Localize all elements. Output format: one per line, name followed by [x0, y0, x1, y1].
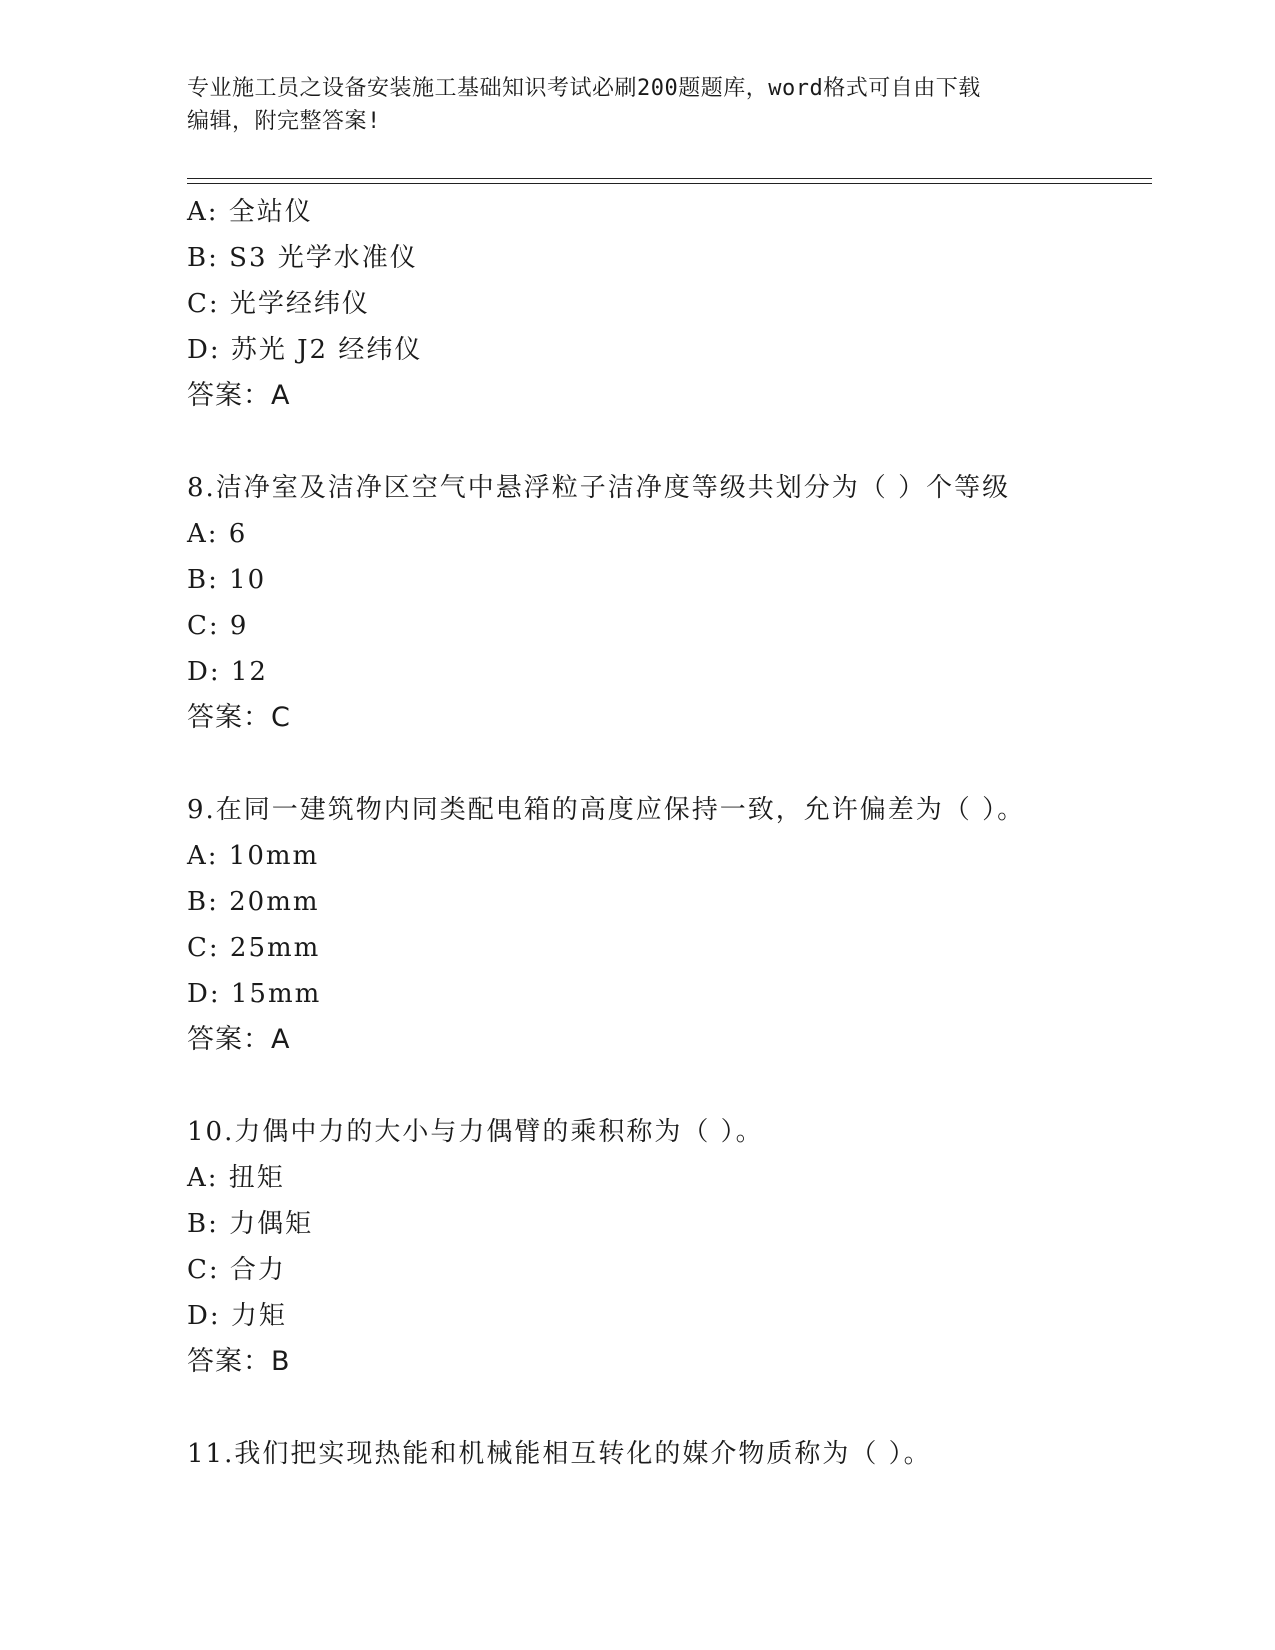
option-b: B: 10 [187, 565, 267, 595]
option-b: B: 力偶矩 [187, 1209, 314, 1239]
answer-line: 答案：C [187, 702, 291, 733]
answer-line: 答案：A [187, 1024, 291, 1055]
option-d: D: 力矩 [187, 1301, 287, 1331]
question-9 [187, 787, 1152, 1063]
option-c: C: 合力 [187, 1255, 286, 1285]
option-a: A: 10mm [187, 841, 320, 871]
header-line-1: 专业施工员之设备安装施工基础知识考试必刷200题题库，word格式可自由下载 [187, 76, 981, 101]
header-divider-bottom [187, 183, 1152, 184]
option-c: C: 9 [187, 611, 249, 641]
option-b: B: 20mm [187, 887, 320, 917]
question-7 [187, 189, 1152, 419]
option-d: D: 15mm [187, 979, 322, 1009]
question-stem: 11.我们把实现热能和机械能相互转化的媒介物质称为（ ）。 [187, 1439, 932, 1469]
question-8 [187, 465, 1152, 741]
option-a: A: 扭矩 [187, 1163, 285, 1193]
option-a: A: 6 [187, 519, 248, 549]
question-stem: 8.洁净室及洁净区空气中悬浮粒子洁净度等级共划分为（ ）个等级 [187, 473, 1011, 503]
question-stem: 10.力偶中力的大小与力偶臂的乘积称为（ ）。 [187, 1117, 764, 1147]
option-a: A: 全站仪 [187, 197, 313, 227]
answer-line: 答案：A [187, 380, 291, 411]
question-10 [187, 1109, 1152, 1385]
spacer [187, 1385, 1152, 1431]
question-11 [187, 1431, 1152, 1477]
question-stem: 9.在同一建筑物内同类配电箱的高度应保持一致，允许偏差为（ ）。 [187, 795, 1026, 825]
document-header [187, 72, 1087, 138]
header-line-2: 编辑，附完整答案! [187, 109, 381, 134]
option-d: D: 12 [187, 657, 268, 687]
option-c: C: 25mm [187, 933, 321, 963]
spacer [187, 741, 1152, 787]
spacer [187, 419, 1152, 465]
header-divider-top [187, 178, 1152, 179]
spacer [187, 1063, 1152, 1109]
option-b: B: S3 光学水准仪 [187, 243, 418, 273]
option-d: D: 苏光 J2 经纬仪 [187, 335, 423, 365]
option-c: C: 光学经纬仪 [187, 289, 370, 319]
question-list [187, 189, 1152, 1477]
answer-line: 答案：B [187, 1346, 291, 1377]
